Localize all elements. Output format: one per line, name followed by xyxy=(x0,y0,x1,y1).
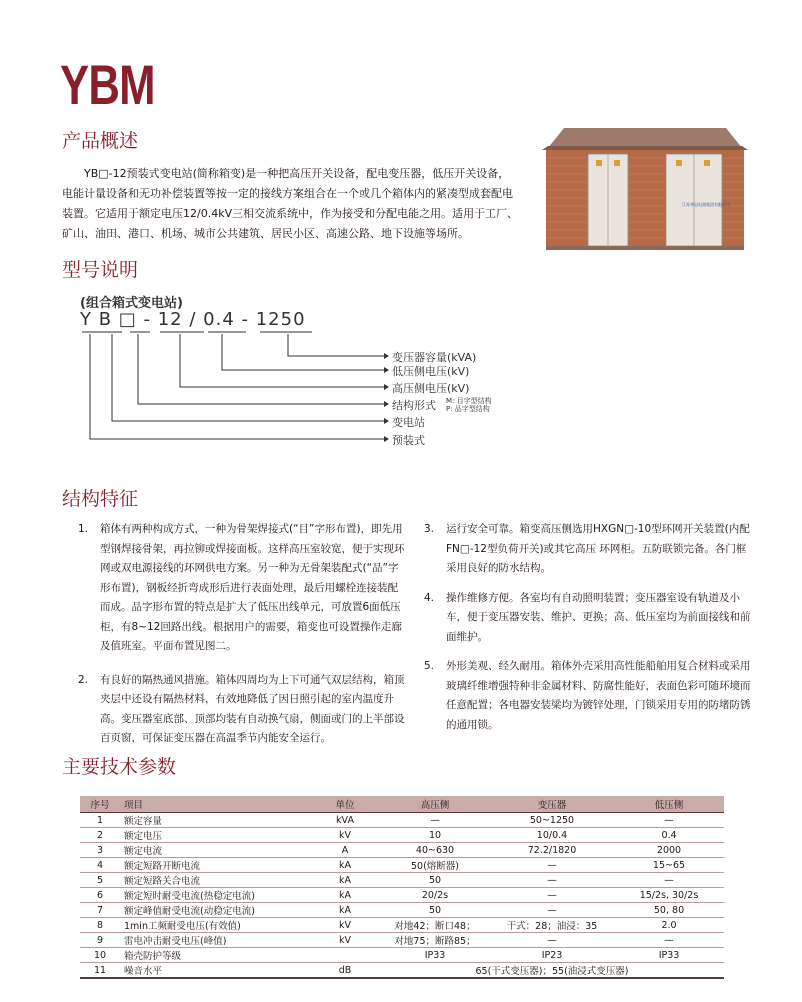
feature-number: 4. xyxy=(424,591,435,604)
table-cell: 1min工频耐受电压(有效值) xyxy=(120,918,310,933)
label-hv-voltage: 高压侧电压(kV) xyxy=(392,382,470,395)
section-title-overview: 产品概述 xyxy=(62,130,139,152)
features-left-column xyxy=(78,520,408,759)
table-cell: A xyxy=(310,843,380,858)
table-row xyxy=(80,903,724,918)
table-row xyxy=(80,843,724,858)
table-cell: 65(干式变压器)；55(油浸式变压器) xyxy=(380,963,724,979)
feature-item xyxy=(78,671,408,749)
intro-paragraph: YB□-12预装式变电站(简称箱变)是一种把高压开关设备，配电变压器，低压开关设备，电能计量设备和无功补偿装置等按一定的接线方案组合在一个或几个箱体内的紧凑型成套配电装置。它适用于额定电压12/0.4kV三相交流系统中，作为接受和分配电能之用。适用于工厂、矿山、油田、港口、机场、城市公共建筑、居民小区、高速公路、地下设施等场所。 xyxy=(62,167,519,240)
table-cell: 噪音水平 xyxy=(120,963,310,979)
table-cell: 3 xyxy=(80,843,120,858)
table-cell: — xyxy=(490,858,614,873)
section-title-specs: 主要技术参数 xyxy=(62,756,177,778)
table-cell: kA xyxy=(310,873,380,888)
table-cell: 2 xyxy=(80,828,120,843)
table-row xyxy=(80,963,724,979)
feature-number: 2. xyxy=(78,673,89,686)
table-row xyxy=(80,858,724,873)
feature-number: 3. xyxy=(424,523,435,535)
header-cell: 低压侧 xyxy=(614,796,724,813)
table-cell: 额定短时耐受电流(热稳定电流) xyxy=(120,888,310,903)
table-cell: 额定短路开断电流 xyxy=(120,858,310,873)
label-substation: 变电站 xyxy=(392,416,425,429)
table-cell: 11 xyxy=(80,963,120,979)
table-cell: 50 xyxy=(380,903,490,918)
table-cell: 对地75；断路85； xyxy=(380,933,490,948)
label-form-p: P: 品字型结构 xyxy=(446,405,490,413)
table-row xyxy=(80,828,724,843)
section-title-model: 型号说明 xyxy=(62,259,139,281)
table-row xyxy=(80,813,724,828)
table-row xyxy=(80,873,724,888)
label-form-m: M: 目字型结构 xyxy=(446,397,492,405)
table-header-row xyxy=(80,796,724,813)
header-cell: 序号 xyxy=(80,796,120,813)
table-cell: 72.2/1820 xyxy=(490,843,614,858)
feature-text: 操作维修方便。各室均有自动照明装置；变压器室设有轨道及小车，便于变压器安装、维护、更换；高、低压室均为前面接线和前面维护。 xyxy=(446,591,751,643)
table-row xyxy=(80,888,724,903)
table-cell: IP33 xyxy=(380,948,490,963)
table-cell: 40~630 xyxy=(380,843,490,858)
table-row xyxy=(80,933,724,948)
model-code: Y B □ - 12 / 0.4 - 1250 xyxy=(80,309,306,330)
spec-table xyxy=(80,796,724,979)
door-label: 江苏华冠电器集团有限公司 xyxy=(682,202,730,207)
table-cell: — xyxy=(614,813,724,828)
table-cell: dB xyxy=(310,963,380,979)
table-cell: 箱壳防护等级 xyxy=(120,948,310,963)
header-cell: 单位 xyxy=(310,796,380,813)
table-cell: kV xyxy=(310,828,380,843)
feature-text: 有良好的隔热通风措施。箱体四周均为上下可通气双层结构，箱顶夹层中还设有隔热材料，有效地降低了因日照引起的室内温度升高。变压器室底部、顶部均装有自动换气扇，侧面或门的上半部设百页窗，可保证变压器在高温季节内能安全运行。 xyxy=(100,673,405,744)
table-cell: 6 xyxy=(80,888,120,903)
table-cell: 额定容量 xyxy=(120,813,310,828)
table-cell: kVA xyxy=(310,813,380,828)
table-cell: 额定电压 xyxy=(120,828,310,843)
table-cell: — xyxy=(490,903,614,918)
table-cell: kV xyxy=(310,933,380,948)
table-cell: 5 xyxy=(80,873,120,888)
header-cell: 变压器 xyxy=(490,796,614,813)
table-cell: 干式：28；油浸：35 xyxy=(490,918,614,933)
table-row xyxy=(80,948,724,963)
table-cell: 额定短路关合电流 xyxy=(120,873,310,888)
header-cell: 项目 xyxy=(120,796,310,813)
feature-item xyxy=(78,520,408,657)
table-cell: 7 xyxy=(80,903,120,918)
table-cell: 15~65 xyxy=(614,858,724,873)
feature-text: 箱体有两种构成方式，一种为骨架焊接式(“目”字形布置)，即先用型钢焊接骨架，再拉铆或焊接面板。这样高压室较宽，便于实现环网或双电源接线的环网供电方案。另一种为无骨架装配式(“品”字形布置)，钢板经折弯成形后进行表面处理，最后用螺栓连接装配而成。品字形布置的特点是扩大了低压出线单元，可放置6面低压柜，有8~12回路出线。根据用户的需要，箱变也可设置操作走廊及值班室。平面布置见图二。 xyxy=(100,523,405,652)
label-capacity: 变压器容量(kVA) xyxy=(392,351,477,364)
table-cell: 10 xyxy=(80,948,120,963)
header-cell: 高压侧 xyxy=(380,796,490,813)
label-lv-voltage: 低压侧电压(kV) xyxy=(392,365,470,378)
table-cell: — xyxy=(614,933,724,948)
table-cell: 2000 xyxy=(614,843,724,858)
table-cell: 0.4 xyxy=(614,828,724,843)
brand-logo: YBM xyxy=(60,53,155,116)
table-cell: 50 xyxy=(380,873,490,888)
table-cell: — xyxy=(380,813,490,828)
table-cell: 50(熔断器) xyxy=(380,858,490,873)
feature-number: 1. xyxy=(78,523,89,535)
table-cell: 50, 80 xyxy=(614,903,724,918)
table-cell: 10/0.4 xyxy=(490,828,614,843)
table-cell xyxy=(310,948,380,963)
table-cell: 2.0 xyxy=(614,918,724,933)
table-cell: kA xyxy=(310,858,380,873)
table-cell: 雷电冲击耐受电压(峰值) xyxy=(120,933,310,948)
feature-item xyxy=(424,657,754,735)
table-cell: kA xyxy=(310,903,380,918)
features-right-column xyxy=(424,520,754,745)
table-cell: — xyxy=(490,933,614,948)
table-cell: — xyxy=(490,873,614,888)
table-cell: 15/2s, 30/2s xyxy=(614,888,724,903)
feature-text: 运行安全可靠。箱变高压侧选用HXGN□-10型环网开关装置(内配FN□-12型负荷开关)或其它高压 环网柜。五防联锁完备。各门框采用良好的防水结构。 xyxy=(446,523,750,574)
table-cell: 10 xyxy=(380,828,490,843)
table-cell: 8 xyxy=(80,918,120,933)
model-caption: (组合箱式变电站) xyxy=(80,296,183,311)
table-cell: 9 xyxy=(80,933,120,948)
table-cell: — xyxy=(490,888,614,903)
table-cell: 4 xyxy=(80,858,120,873)
table-cell: 20/2s xyxy=(380,888,490,903)
table-row xyxy=(80,918,724,933)
feature-item xyxy=(424,520,754,579)
table-cell: 1 xyxy=(80,813,120,828)
label-prefab: 预装式 xyxy=(392,434,425,447)
feature-item xyxy=(424,589,754,648)
feature-text: 外形美观、经久耐用。箱体外壳采用高性能船舶用复合材料或采用玻璃纤维增强特种非金属材料、防腐性能好，表面色彩可随环境而任意配置；各电器安装梁均为镀锌处理，门锁采用专用的防堵防锈的通用锁。 xyxy=(446,660,751,731)
table-cell: 50~1250 xyxy=(490,813,614,828)
substation-photo xyxy=(542,128,748,250)
table-cell: — xyxy=(614,873,724,888)
table-cell: 额定电流 xyxy=(120,843,310,858)
table-cell: 额定峰值耐受电流(动稳定电流) xyxy=(120,903,310,918)
table-cell: kA xyxy=(310,888,380,903)
section-title-structure: 结构特征 xyxy=(62,488,139,510)
table-cell: 对地42；断口48； xyxy=(380,918,490,933)
label-structure-form: 结构形式 xyxy=(392,399,436,412)
feature-number: 5. xyxy=(424,660,435,672)
table-cell: IP33 xyxy=(614,948,724,963)
table-cell: kV xyxy=(310,918,380,933)
table-cell: IP23 xyxy=(490,948,614,963)
